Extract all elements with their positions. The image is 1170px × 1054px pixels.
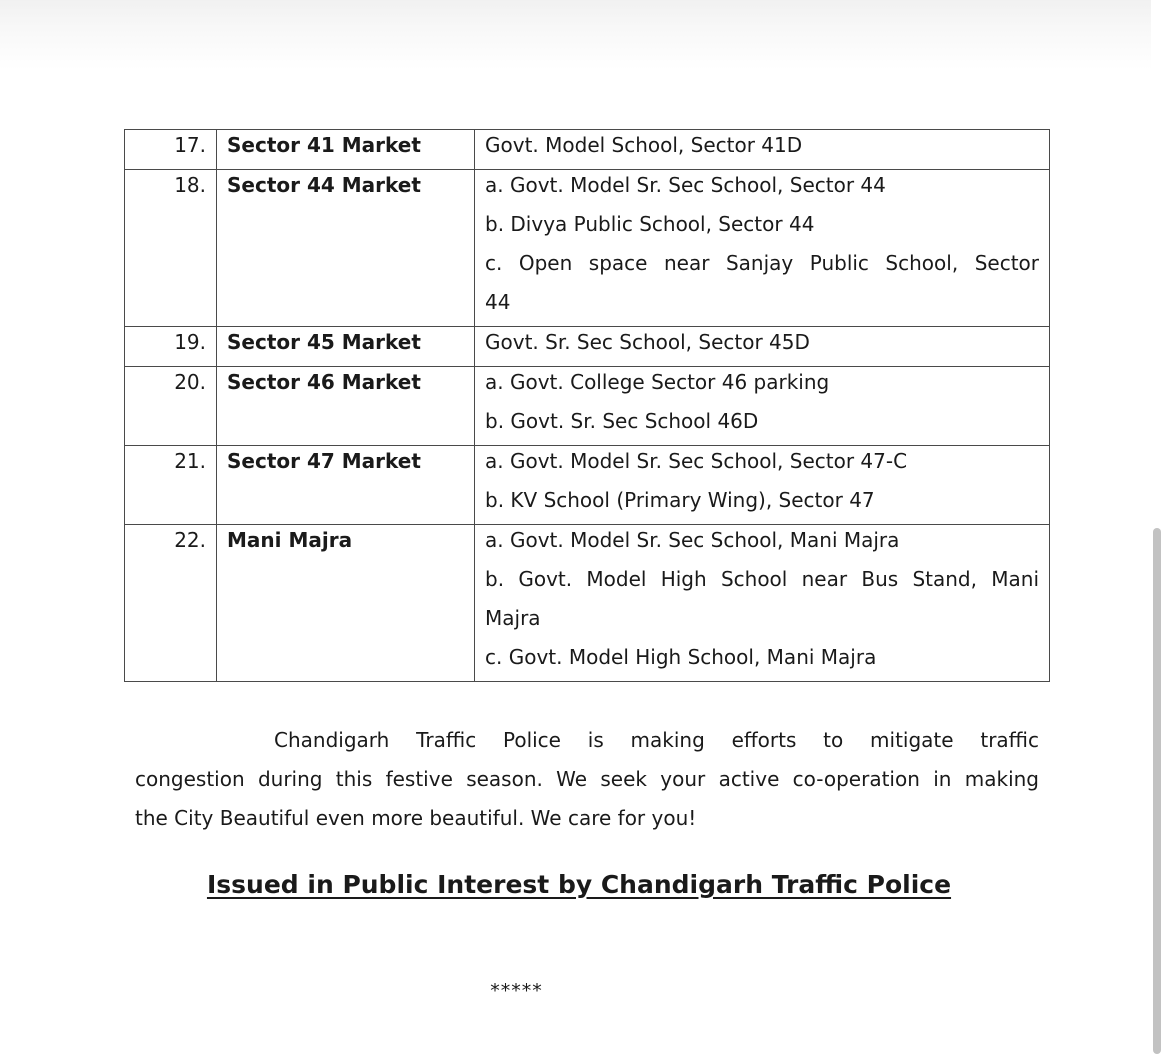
market-name — [217, 367, 475, 446]
location-line: b. Govt. Sr. Sec School 46D — [485, 409, 759, 433]
location-line: Majra — [485, 606, 541, 630]
location-line: b. Govt. Model High School near Bus Stand, Mani — [485, 567, 1039, 591]
scrollbar-thumb[interactable] — [1153, 528, 1161, 1054]
parking-locations — [475, 446, 1050, 525]
paragraph-line: Chandigarh Traffic Police is making efforts to mitigate traffic — [274, 728, 1039, 752]
table-row — [125, 130, 1050, 170]
market-name-text: Sector 47 Market — [227, 449, 421, 473]
row-number-text: 19. — [174, 330, 206, 354]
market-name-text: Mani Majra — [227, 528, 353, 552]
market-name-text: Sector 46 Market — [227, 370, 421, 394]
location-line: a. Govt. Model Sr. Sec School, Sector 47-C — [485, 449, 908, 473]
issued-statement: Issued in Public Interest by Chandigarh Traffic Police — [206, 870, 952, 899]
row-number-text: 22. — [174, 528, 206, 552]
market-name — [217, 327, 475, 367]
market-name — [217, 446, 475, 525]
market-name — [217, 170, 475, 327]
market-name-text: Sector 44 Market — [227, 173, 421, 197]
paragraph-line: congestion during this festive season. We seek your active co-operation in making — [135, 767, 1039, 791]
table-row — [125, 327, 1050, 367]
parking-locations — [475, 170, 1050, 327]
parking-locations — [475, 130, 1050, 170]
location-line: a. Govt. College Sector 46 parking — [485, 370, 830, 394]
parking-locations — [475, 525, 1050, 682]
table-row — [125, 446, 1050, 525]
row-number — [125, 170, 217, 327]
location-line: c. Open space near Sanjay Public School, Sector — [485, 251, 1039, 275]
top-shade — [0, 0, 1170, 70]
row-number — [125, 525, 217, 682]
row-number — [125, 327, 217, 367]
location-line: a. Govt. Model Sr. Sec School, Sector 44 — [485, 173, 886, 197]
location-line: 44 — [485, 290, 511, 314]
row-number — [125, 446, 217, 525]
location-line: a. Govt. Model Sr. Sec School, Mani Majra — [485, 528, 900, 552]
paragraph-line: the City Beautiful even more beautiful. We care for you! — [135, 806, 697, 830]
table-row — [125, 367, 1050, 446]
market-name-text: Sector 45 Market — [227, 330, 421, 354]
closing-paragraph — [135, 721, 1039, 838]
table-row — [125, 525, 1050, 682]
table-row — [125, 170, 1050, 327]
location-line: Govt. Model School, Sector 41D — [485, 133, 803, 157]
end-stars: ***** — [490, 980, 543, 1002]
parking-table — [124, 129, 1050, 682]
row-number — [125, 130, 217, 170]
location-line: b. Divya Public School, Sector 44 — [485, 212, 815, 236]
row-number-text: 21. — [174, 449, 206, 473]
row-number-text: 20. — [174, 370, 206, 394]
row-number-text: 18. — [174, 173, 206, 197]
market-name-text: Sector 41 Market — [227, 133, 421, 157]
parking-locations — [475, 367, 1050, 446]
row-number — [125, 367, 217, 446]
market-name — [217, 130, 475, 170]
parking-locations — [475, 327, 1050, 367]
location-line: c. Govt. Model High School, Mani Majra — [485, 645, 877, 669]
location-line: b. KV School (Primary Wing), Sector 47 — [485, 488, 875, 512]
row-number-text: 17. — [174, 133, 206, 157]
location-line: Govt. Sr. Sec School, Sector 45D — [485, 330, 810, 354]
market-name — [217, 525, 475, 682]
